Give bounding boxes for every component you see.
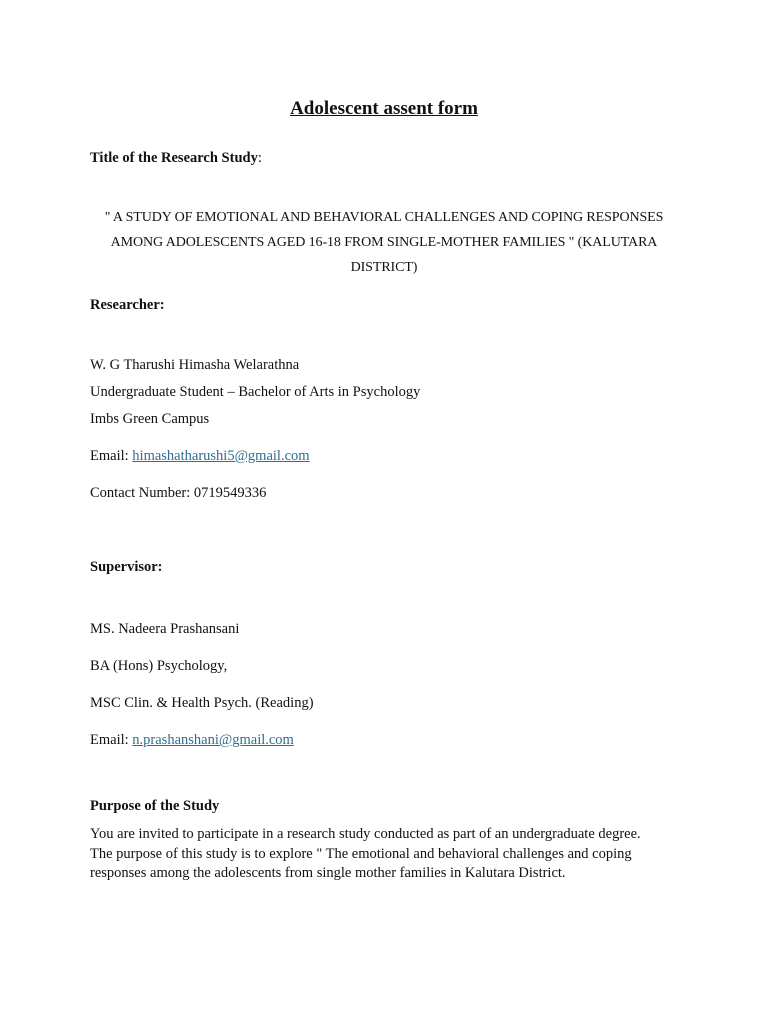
- document-title: Adolescent assent form: [290, 98, 478, 119]
- purpose-line-2: The purpose of this study is to explore " The emotional and behavioral challenges and coping: [90, 845, 632, 862]
- supervisor-email-label: Email:: [90, 732, 133, 748]
- researcher-email-row: [90, 447, 310, 465]
- study-title-line-1: " A STUDY OF EMOTIONAL AND BEHAVIORAL CHALLENGES AND COPING RESPONSES: [104, 210, 664, 225]
- researcher-email-link[interactable]: himashatharushi5@gmail.com: [132, 448, 310, 464]
- researcher-role: Undergraduate Student – Bachelor of Arts in Psychology: [90, 384, 421, 400]
- purpose-line-3: responses among the adolescents from single mother families in Kalutara District.: [90, 865, 566, 881]
- study-title-label: Title of the Research Study: [90, 150, 258, 166]
- supervisor-degree: BA (Hons) Psychology,: [90, 658, 228, 674]
- study-title-line-3: DISTRICT): [350, 260, 418, 275]
- study-title-label-row: [90, 149, 262, 167]
- purpose-paragraph: [90, 825, 680, 884]
- researcher-contact: Contact Number: 0719549336: [90, 485, 267, 501]
- researcher-institution: Imbs Green Campus: [90, 411, 210, 427]
- researcher-email-label: Email:: [90, 448, 133, 464]
- supervisor-msc: MSC Clin. & Health Psych. (Reading): [90, 695, 314, 711]
- study-title-line-2: AMONG ADOLESCENTS AGED 16-18 FROM SINGLE-MOTHER FAMILIES " (KALUTARA: [110, 235, 658, 250]
- study-title-colon: :: [257, 150, 262, 166]
- supervisor-email-link[interactable]: n.prashanshani@gmail.com: [132, 732, 294, 748]
- researcher-heading: Researcher:: [90, 297, 165, 313]
- supervisor-email-row: [90, 731, 294, 749]
- purpose-heading: Purpose of the Study: [90, 798, 220, 814]
- purpose-line-1: You are invited to participate in a research study conducted as part of an undergraduate degree.: [90, 826, 641, 842]
- supervisor-name: MS. Nadeera Prashansani: [90, 621, 240, 637]
- researcher-name: W. G Tharushi Himasha Welarathna: [90, 357, 300, 373]
- supervisor-heading: Supervisor:: [90, 559, 163, 575]
